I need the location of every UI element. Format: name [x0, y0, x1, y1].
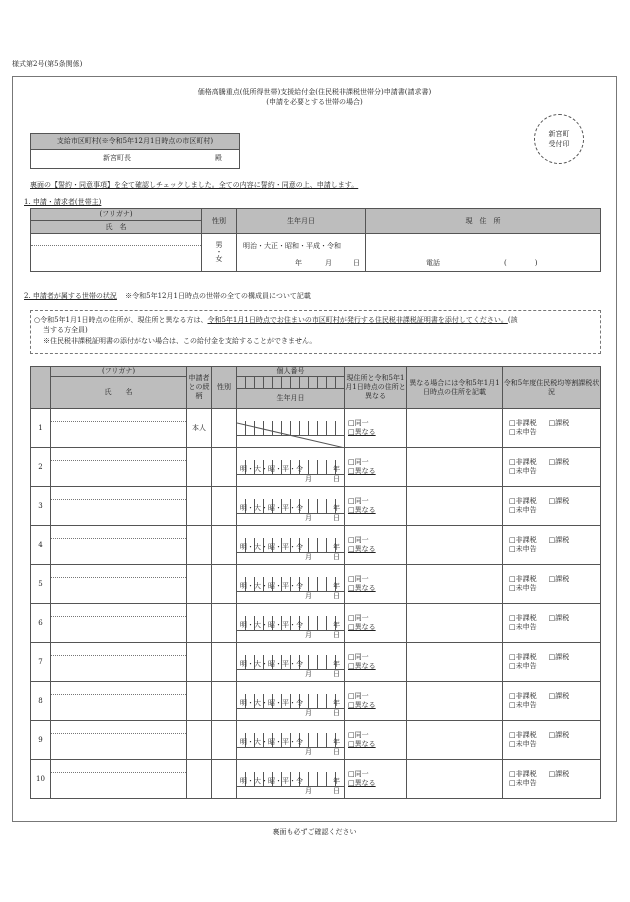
- tax-checkbox[interactable]: □課税: [548, 575, 570, 583]
- member-eras: 明・大・昭・平・令: [240, 738, 303, 746]
- furigana-line: [31, 245, 201, 246]
- unfiled-checkbox[interactable]: □未申告: [509, 428, 537, 436]
- member-mynumber-dob-cell[interactable]: [237, 487, 345, 526]
- nontax-checkbox[interactable]: □非課税: [509, 497, 537, 505]
- h-diff: 異なる場合には令和5年1月1日時点の住所を記載: [407, 367, 503, 409]
- member-mynumber-dob-cell[interactable]: [237, 565, 345, 604]
- tax-checkbox[interactable]: □課税: [548, 536, 570, 544]
- member-month: 月: [305, 709, 312, 717]
- nontax-checkbox[interactable]: □非課税: [509, 458, 537, 466]
- member-relation-cell[interactable]: [187, 448, 212, 487]
- household-row: [31, 487, 601, 526]
- applicant-day: 日: [353, 259, 360, 267]
- same-checkbox[interactable]: □同一: [348, 692, 369, 700]
- same-checkbox[interactable]: □同一: [348, 419, 369, 427]
- member-year: 年: [333, 660, 340, 668]
- member-name-cell[interactable]: [51, 526, 187, 565]
- member-sex-cell[interactable]: [212, 721, 237, 760]
- applicant-name-cell[interactable]: [31, 234, 202, 272]
- member-name-cell[interactable]: [51, 487, 187, 526]
- unfiled-checkbox[interactable]: □未申告: [509, 779, 537, 787]
- applicant-address-header: 現 住 所: [366, 209, 601, 234]
- member-sex-cell[interactable]: [212, 565, 237, 604]
- member-name-cell[interactable]: [51, 565, 187, 604]
- tax-checkbox[interactable]: □課税: [548, 653, 570, 661]
- member-year: 年: [333, 582, 340, 590]
- member-prev-address-cell[interactable]: [407, 409, 503, 448]
- applicant-table: [30, 208, 601, 272]
- member-prev-address-cell[interactable]: [407, 643, 503, 682]
- diff-checkbox[interactable]: □異なる: [348, 467, 376, 475]
- member-tax-cell[interactable]: [503, 487, 601, 526]
- member-prev-address-cell[interactable]: [407, 526, 503, 565]
- member-prev-address-cell[interactable]: [407, 487, 503, 526]
- section2-heading-wrap: [24, 292, 311, 301]
- row-number: 8: [31, 682, 51, 721]
- member-mynumber-dob-cell[interactable]: [237, 760, 345, 799]
- diff-checkbox[interactable]: □異なる: [348, 740, 376, 748]
- household-row: [31, 565, 601, 604]
- diff-checkbox[interactable]: □異なる: [348, 779, 376, 787]
- tax-checkbox[interactable]: □課税: [548, 419, 570, 427]
- member-day: 日: [333, 592, 340, 600]
- applicant-name-header: 氏 名: [31, 221, 202, 234]
- member-eras: 明・大・昭・平・令: [240, 621, 303, 629]
- notice-line1: [34, 316, 518, 325]
- member-tax-cell[interactable]: [503, 409, 601, 448]
- diff-checkbox[interactable]: □異なる: [348, 545, 376, 553]
- member-sex-cell[interactable]: [212, 409, 237, 448]
- row-number: 1: [31, 409, 51, 448]
- member-prev-address-cell[interactable]: [407, 682, 503, 721]
- same-checkbox[interactable]: □同一: [348, 536, 369, 544]
- applicant-sex-cell[interactable]: [202, 234, 237, 272]
- member-tax-cell[interactable]: [503, 682, 601, 721]
- h-relation: 申請者との続柄: [187, 367, 212, 409]
- member-mynumber-dob-cell[interactable]: [237, 682, 345, 721]
- member-tax-cell[interactable]: [503, 643, 601, 682]
- member-day: 日: [333, 553, 340, 561]
- unfiled-checkbox[interactable]: □未申告: [509, 740, 537, 748]
- h-name: 氏 名: [51, 377, 187, 409]
- member-year: 年: [333, 738, 340, 746]
- member-month: 月: [305, 592, 312, 600]
- member-same-cell[interactable]: [345, 487, 407, 526]
- tax-checkbox[interactable]: □課税: [548, 614, 570, 622]
- diff-checkbox[interactable]: □異なる: [348, 506, 376, 514]
- member-relation-cell[interactable]: [187, 760, 212, 799]
- member-sex-cell[interactable]: [212, 643, 237, 682]
- applicant-dob-cell[interactable]: [237, 234, 366, 272]
- notice-line3: ※住民税非課税証明書の添付がない場合は、この給付金を支給することができません。: [43, 337, 317, 345]
- diff-checkbox[interactable]: □異なる: [348, 662, 376, 670]
- unfiled-checkbox[interactable]: □未申告: [509, 662, 537, 670]
- member-year: 年: [333, 699, 340, 707]
- member-relation-cell[interactable]: [187, 682, 212, 721]
- member-day: 日: [333, 709, 340, 717]
- member-same-cell[interactable]: [345, 604, 407, 643]
- reception-stamp: [534, 114, 584, 164]
- nontax-checkbox[interactable]: □非課税: [509, 536, 537, 544]
- member-relation-cell[interactable]: [187, 565, 212, 604]
- section2-heading-note: ※令和5年12月1日時点の世帯の全ての構成員について記載: [125, 292, 311, 300]
- applicant-address-cell[interactable]: [366, 234, 601, 272]
- tax-checkbox[interactable]: □課税: [548, 770, 570, 778]
- member-sex-cell[interactable]: [212, 604, 237, 643]
- stamp-line1: 新宮町: [548, 130, 570, 138]
- member-name-cell[interactable]: [51, 682, 187, 721]
- same-checkbox[interactable]: □同一: [348, 497, 369, 505]
- h-mynumber: 個人番号: [237, 367, 345, 377]
- tax-checkbox[interactable]: □課税: [548, 731, 570, 739]
- unfiled-checkbox[interactable]: □未申告: [509, 545, 537, 553]
- applicant-eras: 明治・大正・昭和・平成・令和: [243, 242, 341, 250]
- notice-line1-pre: ○令和5年1月1日時点の住所が、現住所と異なる方は、: [34, 316, 208, 324]
- member-sex-cell[interactable]: [212, 760, 237, 799]
- confirm-statement: 裏面の【誓約・同意事項】を全て確認しチェックしました。全ての内容に誓約・同意の上、申請します。: [30, 181, 359, 189]
- household-row: [31, 604, 601, 643]
- diff-checkbox[interactable]: □異なる: [348, 701, 376, 709]
- unfiled-checkbox[interactable]: □未申告: [509, 584, 537, 592]
- tax-checkbox[interactable]: □課税: [548, 692, 570, 700]
- member-eras: 明・大・昭・平・令: [240, 699, 303, 707]
- member-month: 月: [305, 787, 312, 795]
- applicant-month: 月: [325, 259, 332, 267]
- form-subtitle: (申請を必要とする世帯の場合): [266, 98, 363, 106]
- household-row: [31, 409, 601, 448]
- member-mynumber-dob-cell[interactable]: [237, 409, 345, 448]
- member-day: 日: [333, 631, 340, 639]
- member-eras: 明・大・昭・平・令: [240, 777, 303, 785]
- applicant-year: 年: [295, 259, 302, 267]
- same-checkbox[interactable]: □同一: [348, 575, 369, 583]
- form-number: 様式第2号(第5条関係): [12, 60, 83, 68]
- member-prev-address-cell[interactable]: [407, 604, 503, 643]
- member-tax-cell[interactable]: [503, 604, 601, 643]
- applicant-dob-header: 生年月日: [237, 209, 366, 234]
- household-row: [31, 760, 601, 799]
- unfiled-checkbox[interactable]: □未申告: [509, 467, 537, 475]
- member-eras: 明・大・昭・平・令: [240, 543, 303, 551]
- household-row: [31, 721, 601, 760]
- same-checkbox[interactable]: □同一: [348, 653, 369, 661]
- applicant-phone-label: 電話: [426, 259, 440, 267]
- member-tax-cell[interactable]: [503, 721, 601, 760]
- member-same-cell[interactable]: [345, 721, 407, 760]
- row-number: 4: [31, 526, 51, 565]
- member-same-cell[interactable]: [345, 643, 407, 682]
- nontax-checkbox[interactable]: □非課税: [509, 575, 537, 583]
- member-year: 年: [333, 543, 340, 551]
- member-day: 日: [333, 514, 340, 522]
- row-number: 5: [31, 565, 51, 604]
- unfiled-checkbox[interactable]: □未申告: [509, 623, 537, 631]
- member-eras: 明・大・昭・平・令: [240, 582, 303, 590]
- payer-box: [30, 133, 240, 169]
- member-name-cell[interactable]: [51, 448, 187, 487]
- row-number: 10: [31, 760, 51, 799]
- member-same-cell[interactable]: [345, 409, 407, 448]
- member-eras: 明・大・昭・平・令: [240, 504, 303, 512]
- member-year: 年: [333, 777, 340, 785]
- payer-honorific: 殿: [215, 154, 222, 162]
- member-tax-cell[interactable]: [503, 526, 601, 565]
- member-prev-address-cell[interactable]: [407, 565, 503, 604]
- footer-note: 裏面も必ずご確認ください: [272, 828, 357, 836]
- row-number: 9: [31, 721, 51, 760]
- member-tax-cell[interactable]: [503, 760, 601, 799]
- member-sex-cell[interactable]: [212, 526, 237, 565]
- member-month: 月: [305, 553, 312, 561]
- member-same-cell[interactable]: [345, 565, 407, 604]
- applicant-furigana-header: (フリガナ): [31, 209, 202, 221]
- diff-checkbox[interactable]: □異なる: [348, 428, 376, 436]
- member-month: 月: [305, 670, 312, 678]
- member-day: 日: [333, 748, 340, 756]
- h-tax: 令和5年度住民税均等割課税状況: [503, 367, 601, 409]
- h-furigana: (フリガナ): [51, 367, 187, 377]
- stamp-line2: 受付印: [548, 140, 570, 148]
- household-row: [31, 526, 601, 565]
- nontax-checkbox[interactable]: □非課税: [509, 419, 537, 427]
- member-relation-cell[interactable]: [187, 604, 212, 643]
- member-name-cell[interactable]: [51, 409, 187, 448]
- form-title: 価格高騰重点(低所得世帯)支援給付金(住民税非課税世帯分)申請書(請求書): [197, 88, 432, 96]
- member-same-cell[interactable]: [345, 760, 407, 799]
- diff-checkbox[interactable]: □異なる: [348, 623, 376, 631]
- payer-header: 支給市区町村(※令和5年12月1日時点の市区町村): [31, 134, 239, 150]
- member-mynumber-dob-cell[interactable]: [237, 721, 345, 760]
- household-row: [31, 682, 601, 721]
- household-table: [30, 366, 601, 799]
- unfiled-checkbox[interactable]: □未申告: [509, 506, 537, 514]
- member-mynumber-dob-cell[interactable]: [237, 643, 345, 682]
- member-same-cell[interactable]: [345, 682, 407, 721]
- notice-line1-post: (該: [507, 316, 518, 324]
- member-prev-address-cell[interactable]: [407, 721, 503, 760]
- unfiled-checkbox[interactable]: □未申告: [509, 701, 537, 709]
- member-relation-cell[interactable]: [187, 721, 212, 760]
- row-number: 6: [31, 604, 51, 643]
- member-eras: 明・大・昭・平・令: [240, 660, 303, 668]
- member-month: 月: [305, 475, 312, 483]
- nontax-checkbox[interactable]: □非課税: [509, 692, 537, 700]
- member-day: 日: [333, 787, 340, 795]
- member-sex-cell[interactable]: [212, 487, 237, 526]
- h-mynumber-cells: [237, 377, 345, 389]
- notice-box: [30, 310, 601, 354]
- applicant-sex-options: 男・女: [215, 241, 223, 262]
- member-same-cell[interactable]: [345, 448, 407, 487]
- tax-checkbox[interactable]: □課税: [548, 497, 570, 505]
- notice-line1-underline: 令和5年1月1日時点でお住まいの市区町村が発行する住民税非課税証明書を添付してください。: [207, 316, 508, 324]
- member-sex-cell[interactable]: [212, 448, 237, 487]
- row-number: 7: [31, 643, 51, 682]
- member-year: 年: [333, 465, 340, 473]
- member-mynumber-dob-cell[interactable]: [237, 448, 345, 487]
- member-mynumber-dob-cell[interactable]: [237, 526, 345, 565]
- nontax-checkbox[interactable]: □非課税: [509, 614, 537, 622]
- nontax-checkbox[interactable]: □非課税: [509, 731, 537, 739]
- same-checkbox[interactable]: □同一: [348, 614, 369, 622]
- section2-heading: 2. 申請者が属する世帯の状況: [24, 292, 117, 300]
- payer-name: 新宮町長: [103, 154, 131, 162]
- row-number: 2: [31, 448, 51, 487]
- member-mynumber-dob-cell[interactable]: [237, 604, 345, 643]
- member-month: 月: [305, 748, 312, 756]
- h-same: 現住所と令和5年1月1日時点の住所と異なる: [345, 367, 407, 409]
- h-sex: 性別: [212, 367, 237, 409]
- nontax-checkbox[interactable]: □非課税: [509, 653, 537, 661]
- member-name-cell[interactable]: [51, 643, 187, 682]
- member-relation-cell[interactable]: [187, 409, 212, 448]
- tax-checkbox[interactable]: □課税: [548, 458, 570, 466]
- member-day: 日: [333, 670, 340, 678]
- member-tax-cell[interactable]: [503, 565, 601, 604]
- h-index: [31, 367, 51, 409]
- member-relation-cell[interactable]: [187, 487, 212, 526]
- household-row: [31, 643, 601, 682]
- member-relation-cell[interactable]: [187, 526, 212, 565]
- household-row: [31, 448, 601, 487]
- member-name-cell[interactable]: [51, 760, 187, 799]
- member-year: 年: [333, 504, 340, 512]
- member-prev-address-cell[interactable]: [407, 448, 503, 487]
- notice-line2: 当する方全員): [43, 326, 88, 334]
- row-number: 3: [31, 487, 51, 526]
- applicant-sex-header: 性別: [202, 209, 237, 234]
- nontax-checkbox[interactable]: □非課税: [509, 770, 537, 778]
- applicant-phone-field: ( ): [504, 259, 538, 267]
- member-eras: 明・大・昭・平・令: [240, 465, 303, 473]
- member-month: 月: [305, 514, 312, 522]
- member-relation-cell[interactable]: [187, 643, 212, 682]
- self-dob-strike: [237, 409, 345, 448]
- same-checkbox[interactable]: □同一: [348, 458, 369, 466]
- member-day: 日: [333, 475, 340, 483]
- member-prev-address-cell[interactable]: [407, 760, 503, 799]
- h-dob: 生年月日: [237, 389, 345, 409]
- same-checkbox[interactable]: □同一: [348, 731, 369, 739]
- member-same-cell[interactable]: [345, 526, 407, 565]
- member-month: 月: [305, 631, 312, 639]
- self-relation: 本人: [192, 423, 206, 432]
- same-checkbox[interactable]: □同一: [348, 770, 369, 778]
- member-sex-cell[interactable]: [212, 682, 237, 721]
- section1-heading: 1. 申請・請求者(世帯主): [24, 198, 102, 206]
- member-name-cell[interactable]: [51, 604, 187, 643]
- diff-checkbox[interactable]: □異なる: [348, 584, 376, 592]
- member-tax-cell[interactable]: [503, 448, 601, 487]
- member-year: 年: [333, 621, 340, 629]
- member-name-cell[interactable]: [51, 721, 187, 760]
